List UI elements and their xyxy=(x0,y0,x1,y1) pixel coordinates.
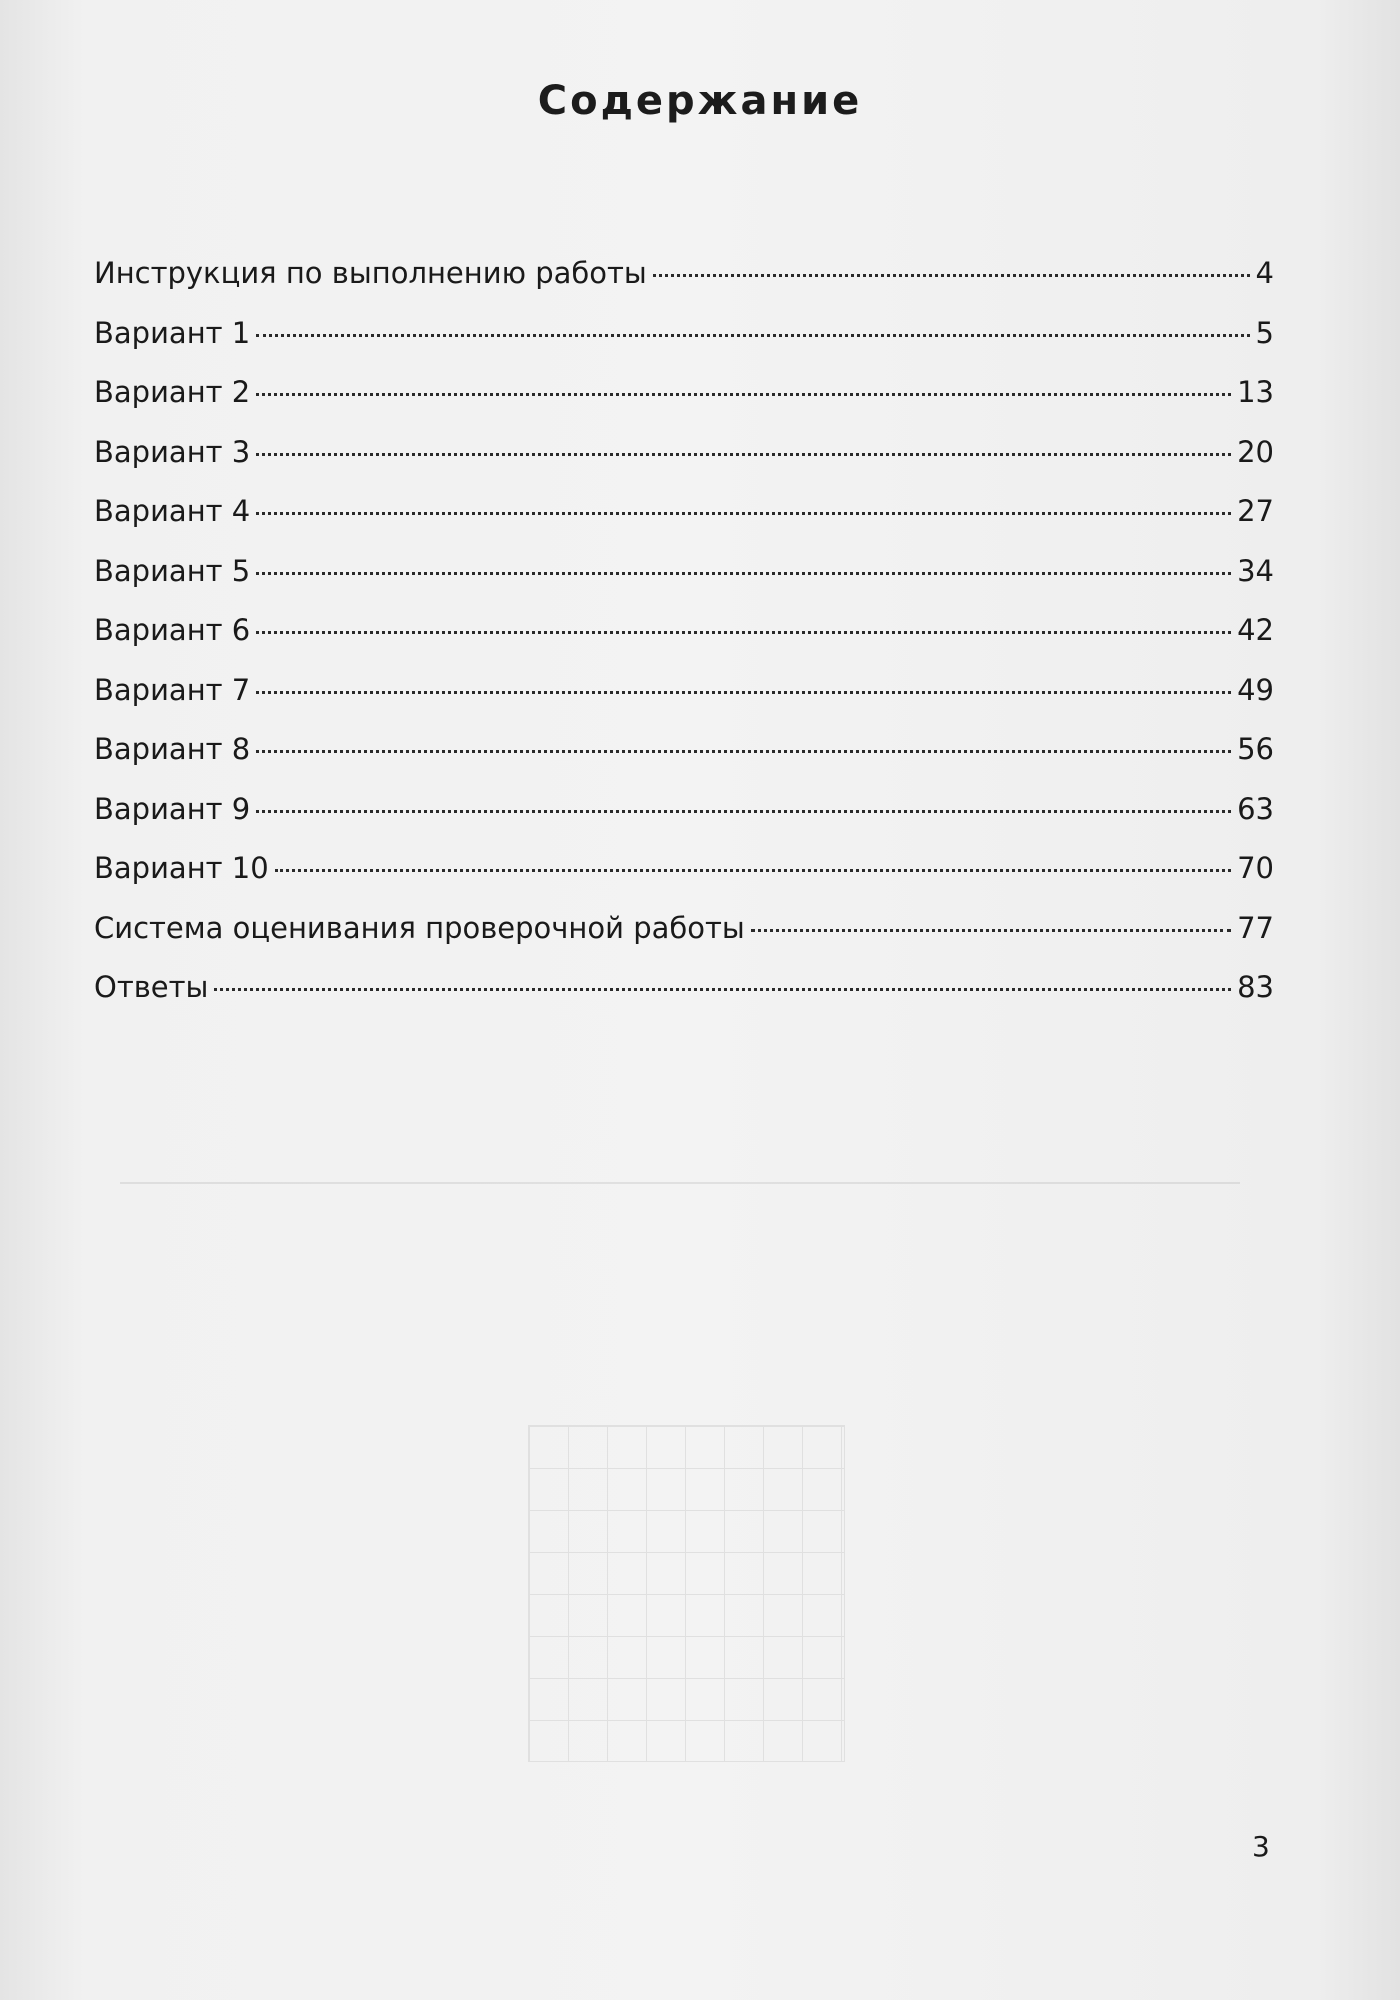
toc-entry-label: Ответы xyxy=(94,970,209,1004)
toc-entry-label: Вариант 6 xyxy=(94,613,251,647)
toc-leader-dots xyxy=(256,512,1231,515)
toc-entry-variant-2[interactable] xyxy=(94,375,1274,435)
table-of-contents xyxy=(94,256,1274,1030)
page-title: Содержание xyxy=(537,78,863,124)
toc-entry-page: 77 xyxy=(1237,910,1274,945)
toc-leader-dots xyxy=(214,988,1231,991)
toc-entry-page: 13 xyxy=(1237,375,1274,409)
toc-leader-dots xyxy=(256,810,1231,813)
toc-entry-variant-6[interactable] xyxy=(94,613,1274,673)
toc-entry-page: 5 xyxy=(1255,315,1274,350)
toc-entry-variant-1[interactable] xyxy=(94,316,1274,376)
toc-entry-variant-3[interactable] xyxy=(94,435,1274,495)
page-number: 3 xyxy=(1252,1830,1270,1863)
toc-entry-variant-7[interactable] xyxy=(94,673,1274,733)
bleed-through-grid xyxy=(528,1425,845,1762)
toc-entry-page: 34 xyxy=(1237,553,1274,588)
toc-entry-page: 42 xyxy=(1237,613,1274,647)
toc-entry-variant-5[interactable] xyxy=(94,554,1274,614)
toc-entry-page: 49 xyxy=(1237,672,1274,707)
toc-leader-dots xyxy=(653,274,1250,277)
toc-entry-page: 4 xyxy=(1255,256,1274,290)
toc-entry-label: Инструкция по выполнению работы xyxy=(94,256,647,290)
toc-entry-label: Вариант 1 xyxy=(94,315,251,350)
toc-entry-grading-system[interactable] xyxy=(94,911,1274,971)
toc-entry-page: 83 xyxy=(1237,970,1274,1004)
toc-entry-label: Вариант 3 xyxy=(94,434,251,469)
bleed-through-rule xyxy=(120,1182,1240,1184)
toc-leader-dots xyxy=(256,572,1231,575)
toc-entry-label: Вариант 4 xyxy=(94,494,251,528)
toc-entry-label: Вариант 2 xyxy=(94,375,251,409)
toc-entry-page: 27 xyxy=(1237,494,1274,528)
toc-entry-variant-8[interactable] xyxy=(94,732,1274,792)
toc-entry-label: Вариант 7 xyxy=(94,672,251,707)
toc-entry-variant-9[interactable] xyxy=(94,792,1274,852)
toc-entry-answers[interactable] xyxy=(94,970,1274,1030)
toc-entry-label: Система оценивания проверочной работы xyxy=(94,910,745,945)
toc-leader-dots xyxy=(751,929,1231,932)
toc-entry-label: Вариант 5 xyxy=(94,553,251,588)
toc-entry-page: 56 xyxy=(1237,732,1274,766)
toc-entry-label: Вариант 8 xyxy=(94,732,251,766)
toc-entry-page: 63 xyxy=(1237,791,1274,826)
toc-leader-dots xyxy=(256,691,1231,694)
toc-entry-page: 20 xyxy=(1237,434,1274,469)
toc-leader-dots xyxy=(256,750,1231,753)
toc-entry-variant-4[interactable] xyxy=(94,494,1274,554)
toc-entry-label: Вариант 9 xyxy=(94,791,251,826)
toc-leader-dots xyxy=(256,334,1249,337)
toc-leader-dots xyxy=(275,869,1231,872)
toc-entry-label: Вариант 10 xyxy=(94,851,269,885)
toc-leader-dots xyxy=(256,453,1231,456)
toc-entry-variant-10[interactable] xyxy=(94,851,1274,911)
toc-leader-dots xyxy=(256,631,1231,634)
toc-entry-instructions[interactable] xyxy=(94,256,1274,316)
toc-entry-page: 70 xyxy=(1237,851,1274,885)
toc-leader-dots xyxy=(256,393,1231,396)
